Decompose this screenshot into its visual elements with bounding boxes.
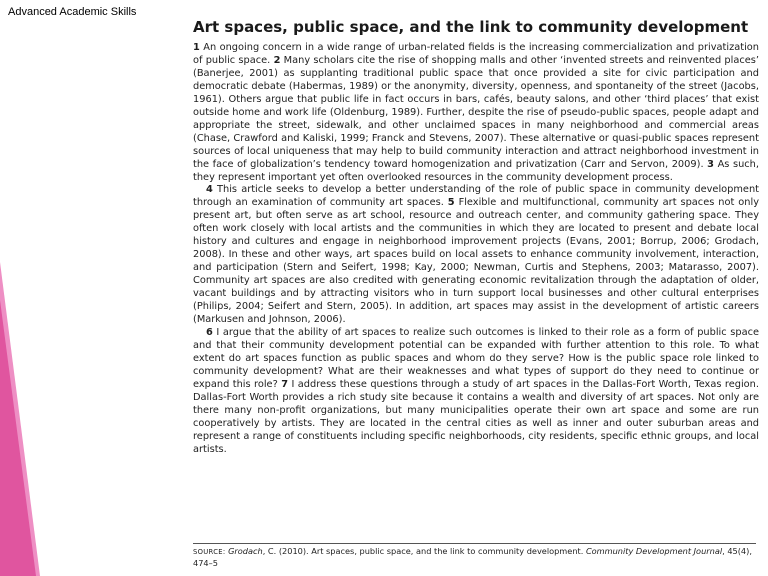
paragraph-text: I argue that the ability of art spaces to realize such outcomes is linked to their role as a form of public space and that their community development potential can be expanded with further attention to this role. To what extent do art spaces function as public spaces and whom do they serve? How is the public space role linked to community development? What are their weaknesses and what types of support do they need to continue or expand this role? [193, 326, 759, 390]
article-title: Art spaces, public space, and the link to community development [193, 18, 749, 36]
article-paragraph [193, 184, 759, 326]
source-author: Grodach [228, 546, 263, 556]
article [193, 19, 759, 457]
source-volume: , 45(4), 474–5 [193, 546, 752, 568]
sentence-number: 7 [281, 378, 289, 390]
source-citation [193, 546, 759, 569]
paragraph-text: Many scholars cite the rise of shopping malls and other ‘invented streets and reinvented places’ (Banerjee, 2001) as supplanting traditional public space that once provided a site for civic participation and democratic debate (Habermas, 1989) or the anonymity, diversity, openness, and spontaneity of the street (Jacobs, 1961). Others argue that public life in fact occurs in bars, cafés, beauty salons, and other ‘third places’ that exist outside home and work life (Oldenburg, 1989). Further, despite the rise of pseudo-public spaces, people adapt and appropriate the street, sidewalk, and other unclaimed spaces in many neighborhood and commercial areas (Chase, Crawford and Kaliski, 1999; Franck and Stevens, 2007). These alternative or quasi-public spaces represent sources of local uniqueness that may help to build community interaction and attract neighborhood investment in the face of globalization’s tendency toward homogenization and privatization (Carr and Servon, 2009). [193, 54, 760, 170]
sentence-number: 1 [193, 42, 200, 53]
sentence-number: 6 [206, 326, 213, 338]
sentence-number: 3 [707, 158, 714, 170]
sentence-number: 2 [273, 54, 281, 66]
course-title: Advanced Academic Skills [8, 6, 137, 18]
paragraph-text: As such, they represent important yet often overlooked resources in the community development process. [193, 158, 759, 183]
paragraph-text: Flexible and multifunctional, community art spaces not only present art, but often serve as art school, resource and outreach center, and community gathering space. They often work closely with local artists and the communities in which they are located to present and debate local history and cultures and engage in neighborhood improvement projects (Evans, 2001; Borrup, 2006; Grodach, 2008). In these and other ways, art spaces build on local assets to enhance community involvement, interaction, and participation (Stern and Seifert, 1998; Kay, 2000; Newman, Curtis and Stephens, 2003; Matarasso, 2007). Community art spaces are also credited with generating economic revitalization through the adaptation of older, vacant buildings and by attracting visitors who in turn support local businesses and other cultural enterprises (Philips, 2004; Seifert and Stern, 2005). In addition, art spaces may assist in the development of artistic careers (Markusen and Johnson, 2006). [193, 197, 759, 326]
source-journal: Community Development Journal [585, 546, 723, 556]
paragraph-text: An ongoing concern in a wide range of urban-related fields is the increasing commercialization and privatization of public space. [193, 42, 759, 66]
paragraph-text: This article seeks to develop a better understanding of the role of public space in community development through an examination of community art spaces. [193, 184, 759, 209]
sentence-number: 4 [206, 184, 213, 196]
article-body [193, 42, 759, 457]
article-paragraph [193, 327, 759, 457]
source-details: , C. (2010). Art spaces, public space, and the link to community development. [262, 546, 586, 556]
paragraph-text: I address these questions through a study of art spaces in the Dallas-Fort Worth, Texas region. Dallas-Fort Worth provides a rich study site because it contains a wealth and diversity of art spaces. Not only are there many non-profit organizations, but many municipalities operate their own art space and some are run cooperatively by artists. They are located in the central cities as well as inner and outer suburban areas and represent a range of constituents including specific neighborhoods, city residents, specific ethnic groups, and local artists. [193, 378, 759, 455]
sentence-number: 5 [447, 197, 455, 209]
source-tag: SOURCE: [193, 548, 226, 556]
decorative-accent-shape [0, 0, 40, 576]
article-paragraph [193, 42, 759, 184]
source-divider [193, 543, 756, 544]
